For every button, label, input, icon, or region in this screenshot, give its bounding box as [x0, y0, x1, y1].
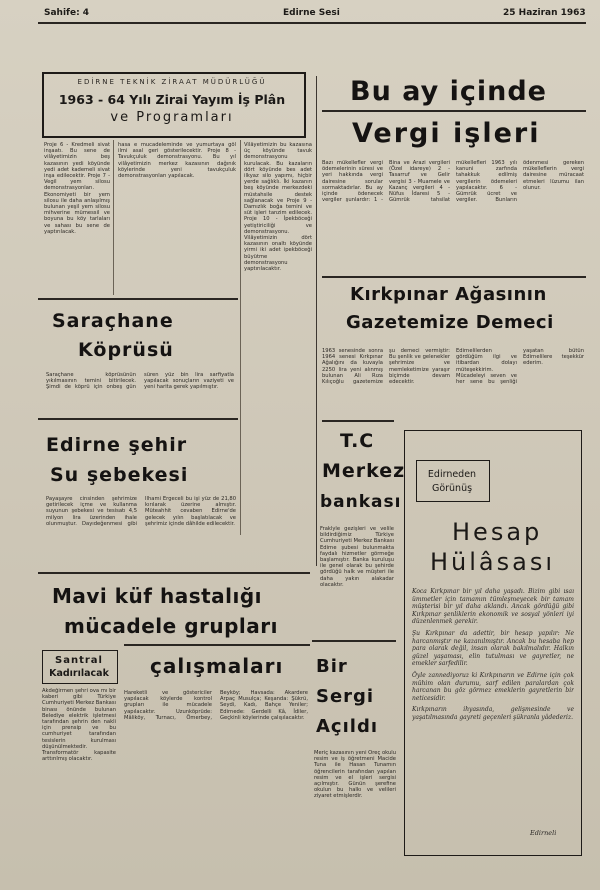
- section-rule: [124, 644, 310, 646]
- hesap-paragraph: Koca Kırkpınar bir yıl daha yaşadı. Bizim gibi ısaı ümmetler için tamamın tümleşmeyecek bir tamam müşterisi bir yıl daha aklandı. Ancak gördüğü gibi Kırkpınar şenliklerin ekonomik ve sosyal yönleri iyi düzenlenmek gerekir.: [412, 588, 574, 626]
- hesap-signature: Edirneli: [530, 829, 557, 837]
- su-title-line2: Su şebekesi: [50, 464, 189, 486]
- su-text: Payaşayre cinsinden şehrimize getirilecek içme ve kullanma suyunun şebekesi ve tesisatı 4,5 milyon lira üzerinden ihale olunmuştur. Dayıdeğenmesi gibi İlhami Ergeceli bu işi yüz de 21,80 kırılarak üzerine almıştır. Müteahhit cevaben Edirne'de gelecek yılın başlatılacak ve şehrimiz içinde dâhilde edilecektir.: [46, 496, 236, 527]
- section-rule: [322, 276, 586, 278]
- hesap-paragraph: Şu Kırkpınar da adettir, bir hesap yapılır: Ne harcanmıştır ne kazanılmıştır. Ancak bu hesaba hep para olarak değil, insan olarak bakılmalıdır. Halkın güzel yaşaması, elin tutulması ve gayretler, ne emekler sarfedilir.: [412, 629, 574, 668]
- column-divider: [316, 76, 317, 566]
- sergi-title-line3: Açıldı: [316, 716, 378, 737]
- mavi-title-line2: mücadele grupları: [64, 614, 278, 638]
- masthead-rule: [38, 22, 586, 24]
- tc-title-line3: bankası: [320, 492, 402, 512]
- plan-column-2: hasa e mucadeleminde ve yumurtaya göl ilmi asal geri gösterilecektir. Proje 8 - Tavukçuluk demonstrasyonu. Bu yıl vilâyetimizin merkez kazasının dağınık köylerinde yeni tavukçuluk demonstrasyonları yapılacak.: [118, 142, 236, 180]
- tc-text: Fraklyle gezişleri ve velile bildirdiğimiz Türkiye Cumhuriyeti Merkez Bankası Edirne şubesi bulunmakta faydalı hizmetler görmeğe başlamıştır. Banka kuruluşu ile genel olarak bu şehirde gördüğü halk ve müşteri ile daha yakın alakadar olacaktır.: [320, 526, 394, 588]
- mavi-title-line1: Mavi küf hastalığı: [52, 584, 263, 608]
- hesap-text: [412, 588, 574, 846]
- column-tag-line2: Görünüş: [431, 483, 473, 494]
- vergi-title-line1: Bu ay içinde: [350, 76, 547, 107]
- section-rule: [322, 110, 586, 112]
- issue-date: 25 Haziran 1963: [503, 8, 586, 18]
- sergi-title-line1: Bir: [316, 656, 348, 677]
- plan-title-line2: ve Programları: [110, 110, 234, 125]
- section-rule: [38, 298, 238, 300]
- plan-column-1: Proje 6 - Kredmeli sivat inşaatı. Bu sene de vilâyetimizin beş kazasının yedi köyünde yedi adet kademeli sivat inşa edilecektir. Proje 7 - Vegil yem silosu demonstrasyonları. Ekonomiyeti bir yem silosu ile daha anlaşılmış bulunan yeşil yem silosu mihverine mümessil ve boyuna bu köy tarlaları ve sahası bu sene de yaptırılacak.: [44, 142, 110, 235]
- section-rule: [322, 420, 394, 422]
- santral-title-line2: Kadırılacak: [49, 668, 109, 679]
- hesap-title-line1: Hesap: [452, 518, 543, 546]
- santral-title-line1: Santral: [55, 655, 103, 666]
- column-divider: [113, 140, 114, 295]
- kirkpinar-title-line1: Kırkpınar Ağasının: [350, 284, 547, 305]
- sergi-title-line2: Sergi: [316, 686, 375, 707]
- tc-title-line2: Merkez: [322, 460, 406, 482]
- section-rule: [38, 418, 238, 420]
- paper-name: Edirne Sesi: [283, 8, 340, 18]
- plan-org: EDİRNE TEKNİK ZİRAAT MÜDÜRLÜĞÜ: [77, 78, 267, 86]
- mavi-text: Hareketli ve göstericiler yapılacak köylerde kontrol grupları ile mücadele yapılacaktır. Uzunköprüde: Mâliköy, Turnacı, Ömerbey, Beyköy; Havsada: Akardere Arpaç Musulça; Keşanda: Şükrü, Seydi, Kadı, Bahçe Yeniler; Edirnede: Gerdelli Kâ, İdiler, Geçkinli köylerinde çalışılacaktır.: [124, 690, 308, 721]
- santral-text: Akdeğirmen şehri ova mı bir kaberi gibi Türkiye Cumhuriyeti Merkez Bankası binası önünde bulunan Belediye elektrik işletmesi tarafından şehrin den nakli için prensip ve bu cumhuriyet tarafından tesislerin kurulması düşünülmektedir. Transformatör kapasite arttırılmış olacaktır.: [42, 688, 116, 763]
- column-tag-line1: Edirneden: [427, 469, 477, 480]
- kirkpinar-text: 1963 senesinde sonra 1964 senesi Kırkpınar Ağalığını da kuvayla 2250 lira yeni alınmış bulunan Ali Rıza Kılıçoğlu gazetemize şu demeci vermiştir: Bu şenlik ve gelenekler şehrimize ve memleketimize yaraşır biçimde devam edecektir. Edirnelilerden gördüğüm ilgi ve itibardan dolayı müteşekkirim. Mücadeleyi seven ve her sene bu şenliği yaşatan bütün Edirnelilere teşekkür ederim.: [322, 348, 584, 386]
- column-divider: [240, 140, 241, 535]
- vergi-text: Bazı mükellefler vergi ödemelerinin süresi ve yeri hakkında vergi dairesine sorular sormaktadırlar. Bu ay içinde ödenecek vergiler şunlardır: 1 - Bina ve Arazi vergileri (Özel idareye) 2 - Tasarruf ve Gelir vergisi 3 - Muamele ve Kazanç vergileri 4 - Nüfus İdaresi 5 - Gümrük tahsilat mükellefleri 1963 yılı kanuni zarfında tahakkuk edilmiş vergilerin ödemeleri yapılacaktır. 6 - Gümrük ücret ve vergiler. Bunların ödenmesi gereken mükelleflerin vergi dairesine müracaat etmeleri lüzumu ilan olunur.: [322, 160, 584, 204]
- hesap-paragraph: Öyle zannediyoruz ki Kırkpınarın ve Edirne için çok mühim olan durumu, sarf edilen paralardan çok harcanan bu göz görmez emeklerin gayretlerin bir neticesidir.: [412, 671, 574, 702]
- sarachane-title-line2: Köprüsü: [78, 339, 174, 361]
- hesap-paragraph: Kırkpınarın ihyasında, gelişmesinde ve yaşatılmasında gayreti geçenleri şükranla yâdederiz.: [412, 706, 574, 721]
- plan-column-3: Vilâyetimizin bu kazasına üç köyünde tavuk demonstrasyonu kurulacak. Bu kazaların dört köyünde bes adet ilkyaz silo yapımı, hiçbir yerde sağlıklı. İki kazanın beş köyünde merkezdeki müstahsile destek sağlanacak ve Proje 9 - Damızlık boğa temini ve süt işleri tanzim edilecek. Proje 10 - İpekböceği yetiştiriciliği ve demonstrasyonu. Vilâyetimizin dört kazasının onaltı köyünde yirmi iki adet ipekböceği büyütme demonstrasyonu yaptırılacaktır.: [244, 142, 312, 273]
- plan-title-line1: 1963 - 64 Yılı Zirai Yayım İş Plân: [58, 92, 286, 107]
- sergi-text: Meriç kazasının yeni Öreç okulu resim ve iş öğretmeni Macide Tuna ile Hasan Tunamın öğrencilerin tarafından yapılan resim ve el işleri sergisi açılmıştır. Günün şerefine okulun bu halkı ve velileri ziyaret etmişlerdir.: [314, 750, 396, 800]
- section-rule: [312, 640, 396, 642]
- vergi-title-line2: Vergi işleri: [352, 118, 541, 149]
- hesap-title-line2: Hülâsası: [430, 548, 556, 576]
- sarachane-title-line1: Saraçhane: [52, 310, 174, 332]
- column-tag-box: [416, 460, 490, 502]
- kirkpinar-title-line2: Gazetemize Demeci: [346, 312, 554, 333]
- mavi-title-line3: çalışmaları: [150, 654, 284, 678]
- page-number: Sahife: 4: [44, 8, 90, 18]
- sarachane-text: Saraçhane köprüsünün yıkılmasının temini bitirilecek. Şimdi de köprü için onbeş gün süren yüz bin lira sarfiyatla yapılacak sonuçların vaziyeti ve yeni harita gerek yapılmıştır.: [46, 372, 234, 391]
- tc-title-line1: T.C: [340, 430, 375, 452]
- su-title-line1: Edirne şehir: [46, 434, 188, 456]
- section-rule: [38, 572, 310, 574]
